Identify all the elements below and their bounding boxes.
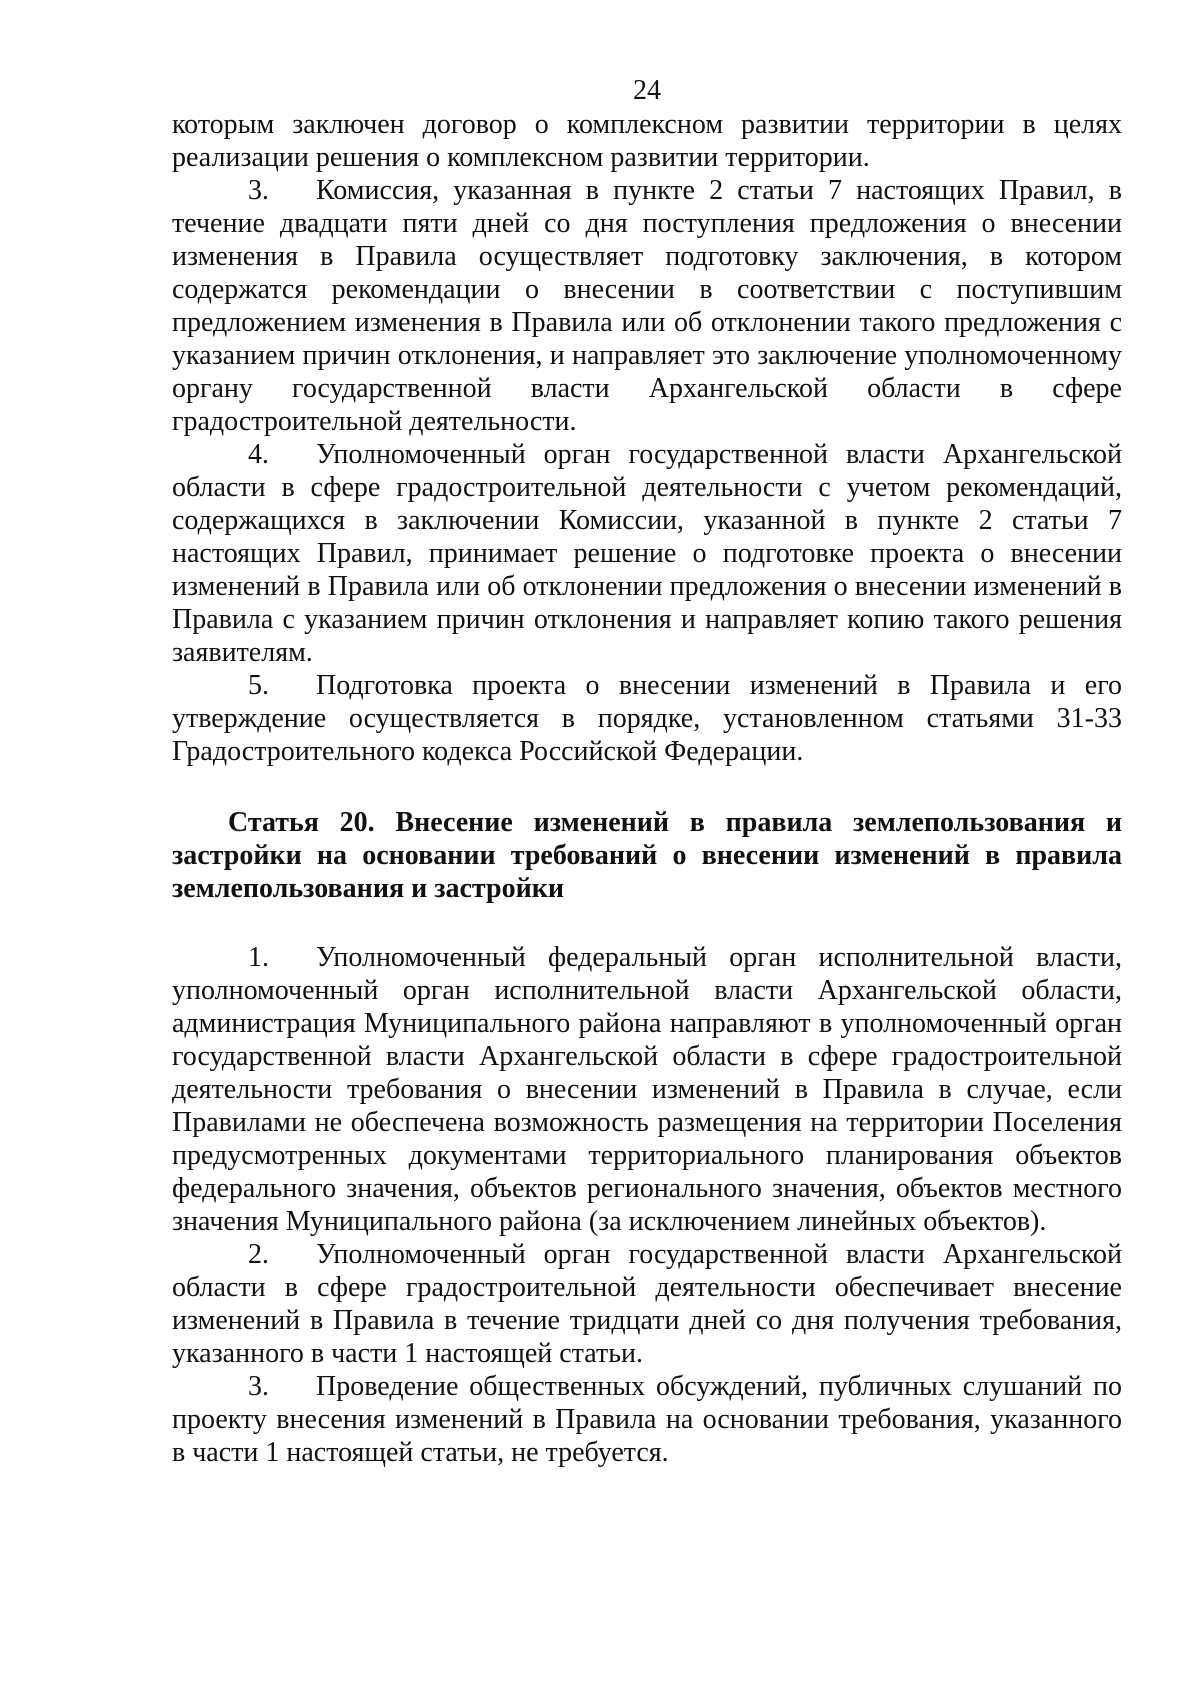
item-number: 1. [248,942,269,973]
item-text: Комиссия, указанная в пункте 2 статьи 7 настоящих Правил, в течение двадцати пяти дней со дня поступления предложения о внесении изменения в Правила осуществляет подготовку заключения, в котором содержатся рекомендации о внесении в соответствии с поступившим предложением изменения в Правила или об отклонении такого предложения с указанием причин отклонения, и направляет это заключение уполномоченному органу государственной власти Архангельской области в сфере градостроительной деятельности. [172,175,1122,437]
list-item [172,174,1122,438]
item-text: Уполномоченный орган государственной власти Архангельской области в сфере градостроительной деятельности с учетом рекомендаций, содержащихся в заключении Комиссии, указанной в пункте 2 статьи 7 настоящих Правил, принимает решение о подготовке проекта о внесении изменений в Правила или об отклонении предложения о внесении изменений в Правила с указанием причин отклонения и направляет копию такого решения заявителям. [172,439,1122,668]
spacer [172,905,1122,941]
page-number: 24 [633,75,661,106]
list-item [172,438,1122,669]
article-heading: Статья 20. Внесение изменений в правила землепользования и застройки на основании требований о внесении изменений в правила землепользования и застройки [172,807,1122,904]
list-item [172,1238,1122,1370]
document-page [172,74,1122,1469]
list-item [172,941,1122,1238]
item-number: 2. [248,1239,269,1270]
item-text: Уполномоченный федеральный орган исполнительной власти, уполномоченный орган исполнительной власти Архангельской области, администрация Муниципального района направляют в уполномоченный орган государственной власти Архангельской области в сфере градостроительной деятельности требования о внесении изменений в Правила в случае, если Правилами не обеспечена возможность размещения на территории Поселения предусмотренных документами территориального планирования объектов федерального значения, объектов регионального значения, объектов местного значения Муниципального района (за исключением линейных объектов). [172,942,1122,1237]
item-number: 5. [248,670,269,701]
list-item [172,1370,1122,1469]
item-number: 3. [248,1371,269,1402]
continued-paragraph: которым заключен договор о комплексном развитии территории в целях реализации решения о комплексном развитии территории. [172,109,1122,173]
list-item [172,669,1122,768]
item-number: 3. [248,175,269,206]
item-text: Подготовка проекта о внесении изменений в Правила и его утверждение осуществляется в порядке, установленном статьями 31-33 Градостроительного кодекса Российской Федерации. [172,670,1122,767]
item-number: 4. [248,439,269,470]
item-text: Уполномоченный орган государственной власти Архангельской области в сфере градостроительной деятельности обеспечивает внесение изменений в Правила в течение тридцати дней со дня получения требования, указанного в части 1 настоящей статьи. [172,1239,1122,1369]
item-text: Проведение общественных обсуждений, публичных слушаний по проекту внесения изменений в Правила на основании требования, указанного в части 1 настоящей статьи, не требуется. [172,1371,1122,1468]
